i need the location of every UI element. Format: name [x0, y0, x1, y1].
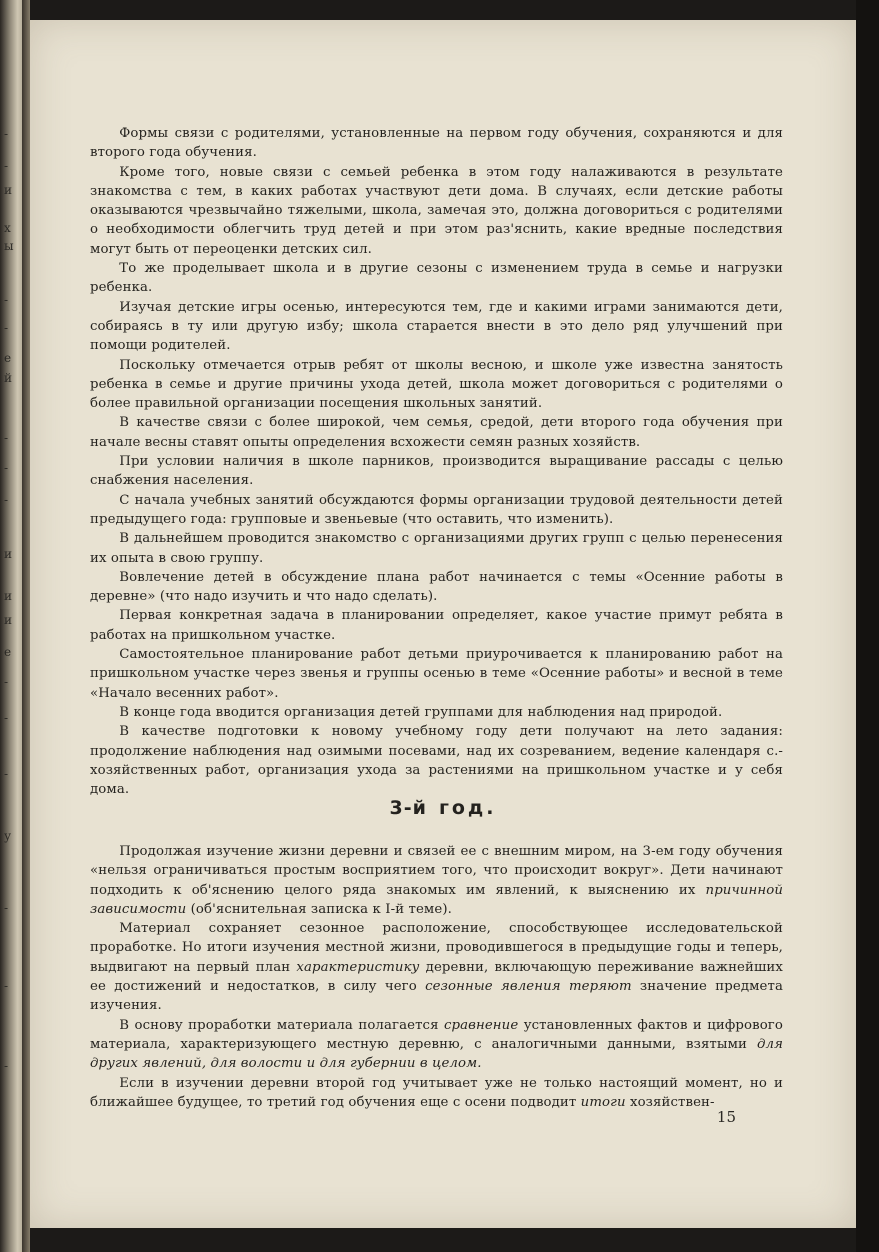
paragraph: В качестве подготовки к новому учебному году дети получают на лето задания: продолжение наблюдения над озимыми посевами, над их созреванием, ведение календаря с.-хозяйственных работ, организация ухода за растениями на пришкольном участке и у себя дома.: [90, 724, 783, 798]
heading-word: год.: [438, 797, 497, 819]
italic-phrase: причинной зависимости: [90, 882, 783, 917]
left-page-fragment: е: [4, 645, 12, 659]
paragraph: [90, 1074, 783, 1113]
left-page-fragment: й: [4, 371, 12, 385]
left-page-fragment: х: [4, 221, 11, 235]
left-page-fragment: -: [4, 293, 9, 307]
paragraph: Формы связи с родителями, установленные на первом году обучения, сохраняются и для второго года обучения.: [90, 126, 783, 161]
left-page-fragment: -: [4, 767, 9, 781]
paragraph-text: установленных фактов и цифрового материала, характеризующего местную деревню, с аналогичными данными, взятыми: [90, 1017, 783, 1052]
italic-phrase: итоги: [580, 1094, 626, 1110]
paragraph-text: (об'яснительная записка к I-й теме).: [186, 901, 452, 917]
paragraph: Самостоятельное планирование работ детьми приурочивается к планированию работ на пришкольном участке через звенья и группы осенью в теме «Осенние работы» и весной в теме «Начало весенних работ».: [90, 647, 783, 701]
left-page-fragment: -: [4, 1059, 9, 1073]
italic-phrase: сезонные явления теряют: [425, 979, 632, 995]
paragraph-text: Материал сохраняет сезонное расположение, способствующее исследовательской проработке. Но итоги изучения местной жизни, проводившегося в предыдущие годы и теперь, выдвигают на первый план: [90, 921, 783, 975]
paragraph: В качестве связи с более широкой, чем семья, средой, дети второго года обучения при начале весны ставят опыты определения всхожести семян разных хозяйств.: [90, 415, 783, 450]
left-page-fragment: -: [4, 675, 9, 689]
paragraph-text: В основу проработки материала полагается: [119, 1017, 444, 1033]
background-edge: [856, 0, 879, 1252]
paragraph-text: хозяйствен-: [625, 1094, 715, 1110]
left-page-fragment: и: [4, 613, 12, 627]
paragraph-text: значение предмета изучения.: [90, 979, 784, 1014]
italic-phrase: характеристику: [296, 959, 420, 975]
section-two-year-text: [90, 124, 783, 799]
paragraph: Вовлечение детей в обсуждение плана работ начинается с темы «Осенние работы в деревне» (что надо изучить и что надо сделать).: [90, 569, 783, 605]
paragraph-text: Если в изучении деревни второй год учитывает уже не только настоящий момент, но и ближайшее будущее, то третий год обучения еще с осени подводит: [90, 1075, 783, 1110]
book-page: [30, 20, 856, 1228]
paragraph: [90, 842, 783, 919]
section-heading: [30, 797, 856, 819]
page-number: 15: [716, 1108, 736, 1126]
left-page-fragment: -: [4, 159, 9, 173]
left-page-fragment: и: [4, 589, 12, 603]
left-page-fragment: -: [4, 321, 9, 335]
paragraph: Поскольку отмечается отрыв ребят от школы весною, и школе уже известна занятость ребенка в семье и другие причины ухода детей, школа может договориться с родителями о более правильной организации посещения школьных занятий.: [90, 357, 783, 412]
paragraph: При условии наличия в школе парников, производится выращивание рассады с целью снабжения населения.: [90, 454, 783, 489]
paragraph: Кроме того, новые связи с семьей ребенка в этом году налаживаются в результате знакомства с тем, в каких работах участвуют дети дома. В случаях, если детские работы оказываются чрезвычайно тяжелыми, школа, замечая это, должна договориться с родителями о необходимости облегчить труд детей и при этом раз'яснить, какие вредные последствия могут быть от переоценки детских сил.: [90, 164, 783, 257]
left-page-fragment: -: [4, 431, 9, 445]
left-page-fragment: -: [4, 461, 9, 475]
heading-number: 3-й: [389, 797, 427, 819]
paragraph: [90, 1016, 783, 1074]
left-page-fragment: -: [4, 979, 9, 993]
paragraph-text: Продолжая изучение жизни деревни и связей ее с внешним миром, на 3-ем году обучения «нельзя ограничиваться простым восприятием того, что происходит вокруг». Дети начинают подходить к об'яснению целого ряда знакомых им явлений, к выяснению их: [90, 844, 783, 898]
left-page-fragment: ы: [4, 239, 14, 253]
italic-phrase: сравнение: [443, 1017, 519, 1033]
paragraph: В дальнейшем проводится знакомство с организациями других групп с целью перенесения их опыта в свою группу.: [90, 531, 783, 566]
left-page-edge: [0, 0, 22, 1252]
left-page-fragment: е: [4, 351, 12, 365]
book-gutter: [22, 0, 30, 1252]
paragraph: В конце года вводится организация детей группами для наблюдения над природой.: [119, 704, 723, 720]
paragraph: Первая конкретная задача в планировании определяет, какое участие примут ребята в работах на пришкольном участке.: [90, 608, 783, 643]
paragraph: [90, 919, 783, 1015]
left-page-fragment: и: [4, 547, 12, 561]
paragraph: Изучая детские игры осенью, интересуются тем, где и какими играми занимаются дети, собираясь в ту или другую избу; школа старается внести в это дело ряд улучшений при помощи родителей.: [90, 299, 783, 354]
section-three-year-text: [90, 842, 783, 1112]
left-page-fragment: -: [4, 127, 9, 141]
paragraph-text: деревни, включающую переживание важнейших ее достижений и недостатков, в силу чего: [90, 959, 783, 995]
left-page-fragment: у: [4, 829, 12, 843]
left-page-fragment: и: [4, 183, 12, 197]
paragraph: С начала учебных занятий обсуждаются формы организации трудовой деятельности детей предыдущего года: групповые и звеньевые (что оставить, что изменить).: [90, 492, 783, 527]
left-page-fragment: -: [4, 711, 9, 725]
left-page-fragment: -: [4, 493, 9, 507]
paragraph: То же проделывает школа и в другие сезоны с изменением труда в семье и нагрузки ребенка.: [90, 261, 783, 296]
italic-phrase: для других явлений, для волости и для губернии в целом.: [90, 1036, 783, 1072]
left-page-fragment: -: [4, 901, 9, 915]
